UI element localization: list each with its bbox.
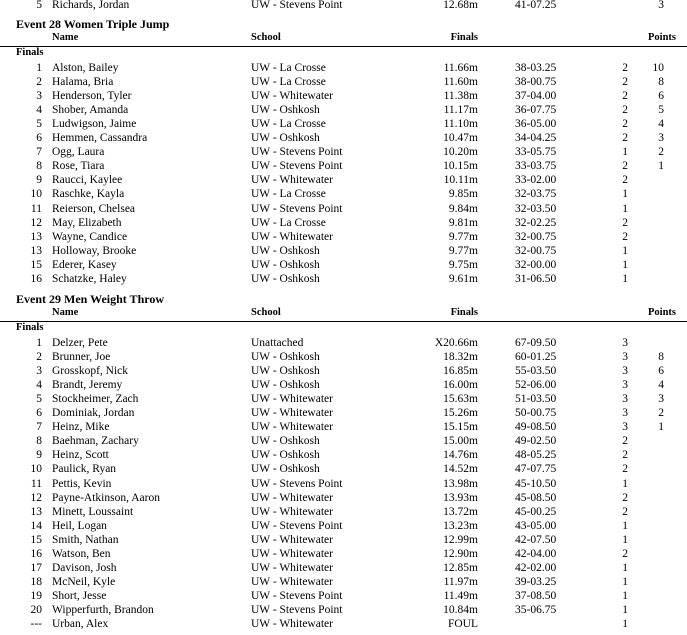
result-row <box>0 505 687 519</box>
athlete-name: Urban, Alex <box>52 618 109 630</box>
converted-mark: 38-03.25 <box>515 62 557 74</box>
athlete-name: Hemmen, Cassandra <box>52 132 148 145</box>
athlete-name: Ederer, Kasey <box>52 258 117 271</box>
place: 4 <box>36 379 42 392</box>
school: UW - Oshkosh <box>251 104 320 117</box>
points: 1 <box>658 160 664 173</box>
school: UW - Whitewater <box>251 533 333 546</box>
result-row <box>0 519 687 533</box>
athlete-name: Grosskopf, Nick <box>52 365 129 378</box>
result-row <box>0 202 687 216</box>
flight: 2 <box>622 547 628 560</box>
athlete-name: Wipperfurth, Brandon <box>52 603 154 616</box>
mark: 15.00m <box>443 435 478 448</box>
converted-mark: 47-07.75 <box>515 463 557 476</box>
athlete-name: McNeil, Kyle <box>52 575 116 588</box>
header-points: Points <box>647 307 676 318</box>
points: 1 <box>658 421 664 434</box>
round-label: Finals <box>16 47 44 58</box>
athlete-name: Brunner, Joe <box>52 351 111 364</box>
result-row <box>0 0 687 12</box>
athlete-name: Payne-Atkinson, Aaron <box>52 491 160 504</box>
points: 2 <box>658 407 664 420</box>
result-row <box>0 364 687 378</box>
result-row <box>0 491 687 505</box>
place: 4 <box>36 104 42 117</box>
school: UW - La Crosse <box>251 118 326 131</box>
flight: 2 <box>622 118 628 131</box>
athlete-name: Halama, Bria <box>52 76 114 89</box>
flight: 1 <box>622 272 628 285</box>
header-name: Name <box>52 307 79 318</box>
result-row <box>0 244 687 258</box>
points: 4 <box>658 118 664 131</box>
flight: 1 <box>622 146 628 159</box>
flight: 3 <box>622 407 628 420</box>
athlete-name: Stockheimer, Zach <box>52 393 139 406</box>
mark: 10.20m <box>443 146 478 159</box>
athlete-name: Pettis, Kevin <box>52 477 112 490</box>
flight: 3 <box>622 421 628 434</box>
athlete-name: Dominiak, Jordan <box>52 407 135 420</box>
mark: 11.97m <box>443 575 478 588</box>
points: 3 <box>658 393 664 406</box>
athlete-name: Richards, Jordan <box>52 0 130 11</box>
athlete-name: Paulick, Ryan <box>52 463 117 476</box>
flight: 1 <box>622 188 628 201</box>
converted-mark: 60-01.25 <box>515 351 557 364</box>
converted-mark: 32-03.50 <box>515 202 557 215</box>
result-row <box>0 230 687 244</box>
athlete-name: Smith, Nathan <box>52 533 119 546</box>
flight: 2 <box>622 216 628 229</box>
athlete-name: Wayne, Candice <box>52 230 128 243</box>
result-row <box>0 420 687 434</box>
result-row <box>0 561 687 575</box>
converted-mark: 39-03.25 <box>515 575 557 588</box>
athlete-name: Holloway, Brooke <box>52 244 137 257</box>
athlete-name: Watson, Ben <box>52 547 111 560</box>
converted-mark: 34-04.25 <box>515 132 557 145</box>
points: 3 <box>658 0 664 11</box>
place: 20 <box>30 603 42 616</box>
school: UW - Oshkosh <box>251 272 320 285</box>
converted-mark: 48-05.25 <box>515 449 557 462</box>
mark: 10.84m <box>443 603 478 616</box>
mark: 16.85m <box>443 365 478 378</box>
school: UW - Whitewater <box>251 174 333 187</box>
header-points: Points <box>647 32 676 43</box>
place: 12 <box>30 491 42 504</box>
points: 10 <box>652 62 664 74</box>
mark: 11.66m <box>443 62 478 74</box>
mark: 15.63m <box>443 393 478 406</box>
converted-mark: 43-05.00 <box>515 519 557 532</box>
mark: 12.90m <box>443 547 478 560</box>
mark: 9.84m <box>448 202 478 215</box>
place: 13 <box>30 244 42 257</box>
result-row <box>0 272 687 286</box>
athlete-name: Rose, Tiara <box>52 160 105 173</box>
place: 12 <box>30 216 42 229</box>
place: 13 <box>30 230 42 243</box>
result-row <box>0 589 687 603</box>
converted-mark: 33-03.75 <box>515 160 557 173</box>
place: 6 <box>36 407 42 420</box>
result-row <box>0 131 687 145</box>
converted-mark: 41-07.25 <box>515 0 557 11</box>
flight: 2 <box>622 230 628 243</box>
flight: 2 <box>622 76 628 89</box>
place: 11 <box>30 202 42 215</box>
athlete-name: Reierson, Chelsea <box>52 202 136 215</box>
flight: 2 <box>622 90 628 103</box>
place: 5 <box>36 0 42 11</box>
flight: 3 <box>622 379 628 392</box>
flight: 2 <box>622 449 628 462</box>
mark: 9.77m <box>448 230 478 243</box>
result-row <box>0 448 687 462</box>
school: UW - La Crosse <box>251 62 326 74</box>
mark: 9.81m <box>448 216 478 229</box>
athlete-name: Heinz, Mike <box>52 421 110 434</box>
converted-mark: 35-06.75 <box>515 603 557 616</box>
converted-mark: 51-03.50 <box>515 393 557 406</box>
athlete-name: Shober, Amanda <box>52 104 129 117</box>
place: 16 <box>30 547 42 560</box>
result-row <box>0 434 687 448</box>
mark: 12.68m <box>443 0 478 11</box>
place: 1 <box>36 337 42 349</box>
place: 5 <box>36 118 42 131</box>
school: UW - La Crosse <box>251 216 326 229</box>
athlete-name: Delzer, Pete <box>52 337 108 349</box>
school: UW - Whitewater <box>251 421 333 434</box>
flight: 2 <box>622 505 628 518</box>
converted-mark: 67-09.50 <box>515 337 557 349</box>
school: UW - Stevens Point <box>251 160 343 173</box>
athlete-name: Ludwigson, Jaime <box>52 118 137 131</box>
converted-mark: 50-00.75 <box>515 407 557 420</box>
school: UW - La Crosse <box>251 188 326 201</box>
converted-mark: 32-00.75 <box>515 244 557 257</box>
school: UW - Oshkosh <box>251 449 320 462</box>
result-row <box>0 89 687 103</box>
flight: 2 <box>622 132 628 145</box>
flight: 3 <box>622 337 628 349</box>
flight: 1 <box>622 533 628 546</box>
points: 4 <box>658 379 664 392</box>
athlete-name: Raschke, Kayla <box>52 188 125 201</box>
mark: 16.00m <box>443 379 478 392</box>
converted-mark: 36-05.00 <box>515 118 557 131</box>
result-row <box>0 462 687 476</box>
athlete-name: Davison, Josh <box>52 561 117 574</box>
flight: 1 <box>622 561 628 574</box>
flight: 2 <box>622 491 628 504</box>
mark: 13.93m <box>443 491 478 504</box>
result-row <box>0 406 687 420</box>
result-row <box>0 547 687 561</box>
mark: X20.66m <box>434 337 478 349</box>
result-row <box>0 392 687 406</box>
mark: 9.75m <box>448 258 478 271</box>
converted-mark: 55-03.50 <box>515 365 557 378</box>
header-finals: Finals <box>450 32 478 43</box>
mark: 11.60m <box>443 76 478 89</box>
flight: 1 <box>622 603 628 616</box>
points: 8 <box>658 351 664 364</box>
athlete-name: Ogg, Laura <box>52 146 105 159</box>
points: 5 <box>658 104 664 117</box>
converted-mark: 38-00.75 <box>515 76 557 89</box>
round-label: Finals <box>16 322 44 333</box>
result-row <box>0 617 687 631</box>
school: UW - Whitewater <box>251 547 333 560</box>
mark: 11.10m <box>443 118 478 131</box>
converted-mark: 45-10.50 <box>515 477 557 490</box>
header-school: School <box>251 32 281 43</box>
athlete-name: Minett, Loussaint <box>52 505 134 518</box>
school: UW - Stevens Point <box>251 603 343 616</box>
flight: 1 <box>622 589 628 602</box>
flight: 2 <box>622 160 628 173</box>
mark: 9.77m <box>448 244 478 257</box>
mark: FOUL <box>447 618 478 630</box>
school: UW - Whitewater <box>251 505 333 518</box>
result-row <box>0 145 687 159</box>
mark: 15.26m <box>443 407 478 420</box>
place: 3 <box>36 365 42 378</box>
school: UW - Whitewater <box>251 575 333 588</box>
school: UW - Oshkosh <box>251 258 320 271</box>
mark: 11.38m <box>443 90 478 103</box>
place: 2 <box>36 76 42 89</box>
points: 6 <box>658 90 664 103</box>
place: 17 <box>30 561 42 574</box>
place: 7 <box>36 421 42 434</box>
event-title: Event 29 Men Weight Throw <box>16 292 165 306</box>
converted-mark: 52-06.00 <box>515 379 557 392</box>
flight: 2 <box>622 463 628 476</box>
place: 18 <box>30 575 42 588</box>
converted-mark: 32-00.75 <box>515 230 557 243</box>
result-row <box>0 187 687 201</box>
result-row <box>0 216 687 230</box>
school: UW - Oshkosh <box>251 351 320 364</box>
converted-mark: 42-02.00 <box>515 561 557 574</box>
place: 15 <box>30 533 42 546</box>
flight: 2 <box>622 62 628 74</box>
school: UW - Oshkosh <box>251 379 320 392</box>
place: 15 <box>30 258 42 271</box>
result-row <box>0 61 687 75</box>
place: 13 <box>30 505 42 518</box>
flight: 1 <box>622 202 628 215</box>
converted-mark: 33-02.00 <box>515 174 557 187</box>
school: UW - Stevens Point <box>251 202 343 215</box>
school: UW - Stevens Point <box>251 589 343 602</box>
school: UW - Whitewater <box>251 491 333 504</box>
converted-mark: 42-07.50 <box>515 533 557 546</box>
converted-mark: 49-02.50 <box>515 435 557 448</box>
athlete-name: Baehman, Zachary <box>52 435 139 448</box>
flight: 2 <box>622 104 628 117</box>
mark: 18.32m <box>443 351 478 364</box>
school: UW - Oshkosh <box>251 244 320 257</box>
points: 3 <box>658 132 664 145</box>
place: 9 <box>36 449 42 462</box>
mark: 10.11m <box>443 174 478 187</box>
flight: 1 <box>622 477 628 490</box>
school: UW - La Crosse <box>251 76 326 89</box>
result-row <box>0 75 687 89</box>
place: 8 <box>36 160 42 173</box>
result-row <box>0 258 687 272</box>
event-title: Event 28 Women Triple Jump <box>16 17 170 31</box>
converted-mark: 37-08.50 <box>515 589 557 602</box>
mark: 10.47m <box>443 132 478 145</box>
flight: 2 <box>622 174 628 187</box>
school: UW - Whitewater <box>251 393 333 406</box>
athlete-name: Heinz, Scott <box>52 449 109 462</box>
flight: 3 <box>622 365 628 378</box>
mark: 15.15m <box>443 421 478 434</box>
place: 6 <box>36 132 42 145</box>
school: UW - Stevens Point <box>251 477 343 490</box>
points: 6 <box>658 365 664 378</box>
mark: 13.23m <box>443 519 478 532</box>
converted-mark: 32-00.00 <box>515 258 557 271</box>
athlete-name: Heil, Logan <box>52 519 107 532</box>
flight: 3 <box>622 351 628 364</box>
mark: 12.85m <box>443 561 478 574</box>
column-header <box>0 306 687 322</box>
mark: 13.72m <box>443 505 478 518</box>
school: UW - Whitewater <box>251 561 333 574</box>
mark: 12.99m <box>443 533 478 546</box>
flight: 1 <box>622 519 628 532</box>
athlete-name: Short, Jesse <box>52 589 107 602</box>
header-finals: Finals <box>450 307 478 318</box>
place: 8 <box>36 435 42 448</box>
school: UW - Whitewater <box>251 230 333 243</box>
school: UW - Oshkosh <box>251 365 320 378</box>
flight: 1 <box>622 575 628 588</box>
place: 16 <box>30 272 42 285</box>
mark: 14.76m <box>443 449 478 462</box>
athlete-name: May, Elizabeth <box>52 216 122 229</box>
result-row <box>0 159 687 173</box>
converted-mark: 32-03.75 <box>515 188 557 201</box>
result-row <box>0 117 687 131</box>
place: 11 <box>30 477 42 490</box>
mark: 13.98m <box>443 477 478 490</box>
school: UW - Stevens Point <box>251 146 343 159</box>
school: Unattached <box>251 337 304 349</box>
school: UW - Whitewater <box>251 407 333 420</box>
result-row <box>0 173 687 187</box>
place: 3 <box>36 90 42 103</box>
header-school: School <box>251 307 281 318</box>
school: UW - Whitewater <box>251 90 333 103</box>
result-row <box>0 533 687 547</box>
mark: 10.15m <box>443 160 478 173</box>
mark: 11.17m <box>443 104 478 117</box>
result-row <box>0 350 687 364</box>
converted-mark: 33-05.75 <box>515 146 557 159</box>
school: UW - Oshkosh <box>251 435 320 448</box>
place: 1 <box>36 62 42 74</box>
place: 2 <box>36 351 42 364</box>
athlete-name: Henderson, Tyler <box>52 90 132 103</box>
converted-mark: 42-04.00 <box>515 547 557 560</box>
place: 19 <box>30 589 42 602</box>
points: 8 <box>658 76 664 89</box>
place: 10 <box>30 188 42 201</box>
header-name: Name <box>52 32 79 43</box>
flight: 1 <box>622 244 628 257</box>
athlete-name: Brandt, Jeremy <box>52 379 123 392</box>
place: 9 <box>36 174 42 187</box>
converted-mark: 45-00.25 <box>515 505 557 518</box>
result-row <box>0 103 687 117</box>
result-row <box>0 603 687 617</box>
converted-mark: 32-02.25 <box>515 216 557 229</box>
flight: 3 <box>622 393 628 406</box>
place: 7 <box>36 146 42 159</box>
points: 2 <box>658 146 664 159</box>
result-row <box>0 575 687 589</box>
athlete-name: Schatzke, Haley <box>52 272 127 285</box>
athlete-name: Alston, Bailey <box>52 62 119 74</box>
school: UW - Whitewater <box>251 618 333 630</box>
mark: 14.52m <box>443 463 478 476</box>
mark: 9.85m <box>448 188 478 201</box>
school: UW - Oshkosh <box>251 463 320 476</box>
flight: 1 <box>622 618 628 630</box>
place: --- <box>30 618 42 630</box>
place: 5 <box>36 393 42 406</box>
converted-mark: 31-06.50 <box>515 272 557 285</box>
result-row <box>0 477 687 491</box>
flight: 1 <box>622 258 628 271</box>
mark: 9.61m <box>448 272 478 285</box>
column-header <box>0 31 687 47</box>
converted-mark: 45-08.50 <box>515 491 557 504</box>
converted-mark: 49-08.50 <box>515 421 557 434</box>
converted-mark: 37-04.00 <box>515 90 557 103</box>
place: 14 <box>30 519 42 532</box>
result-row <box>0 378 687 392</box>
school: UW - Oshkosh <box>251 132 320 145</box>
flight: 2 <box>622 435 628 448</box>
place: 10 <box>30 463 42 476</box>
converted-mark: 36-07.75 <box>515 104 557 117</box>
school: UW - Stevens Point <box>251 519 343 532</box>
athlete-name: Raucci, Kaylee <box>52 174 123 187</box>
mark: 11.49m <box>443 589 478 602</box>
result-row <box>0 336 687 350</box>
school: UW - Stevens Point <box>251 0 343 11</box>
